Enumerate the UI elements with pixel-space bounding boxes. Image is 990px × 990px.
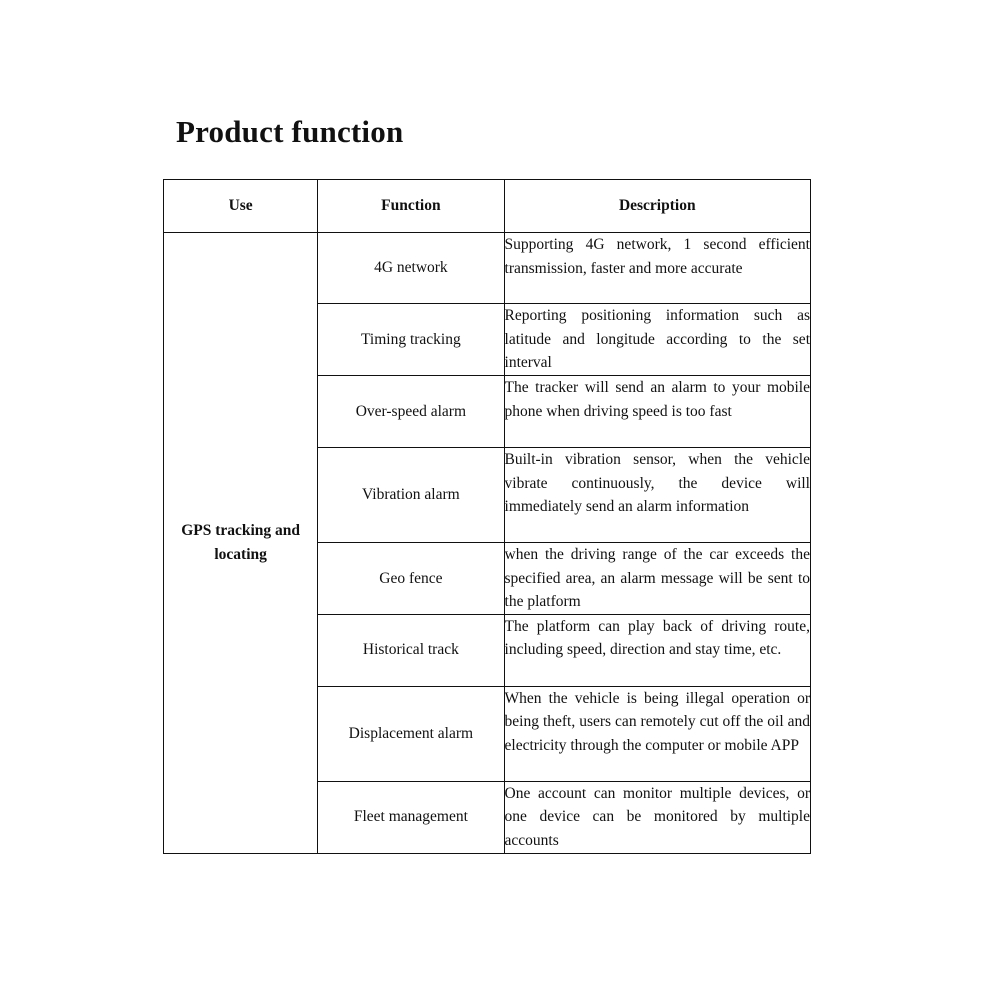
function-cell: Displacement alarm: [318, 686, 504, 781]
function-cell: Timing tracking: [318, 304, 504, 376]
function-cell: Historical track: [318, 614, 504, 686]
description-cell: when the driving range of the car exceeds the specified area, an alarm message will be sent to the platform: [504, 543, 810, 615]
header-function: Function: [318, 180, 504, 233]
description-cell: One account can monitor multiple devices, or one device can be monitored by multiple accounts: [504, 781, 810, 853]
header-use: Use: [164, 180, 318, 233]
description-cell: Reporting positioning information such as latitude and longitude according to the set interval: [504, 304, 810, 376]
description-cell: Built-in vibration sensor, when the vehicle vibrate continuously, the device will immediately send an alarm information: [504, 448, 810, 543]
function-cell: Vibration alarm: [318, 448, 504, 543]
use-cell: GPS tracking and locating: [164, 233, 318, 854]
header-description: Description: [504, 180, 810, 233]
description-cell: Supporting 4G network, 1 second efficient transmission, faster and more accurate: [504, 233, 810, 304]
function-cell: Fleet management: [318, 781, 504, 853]
description-cell: The tracker will send an alarm to your mobile phone when driving speed is too fast: [504, 376, 810, 448]
function-cell: Geo fence: [318, 543, 504, 615]
description-cell: The platform can play back of driving route, including speed, direction and stay time, etc.: [504, 614, 810, 686]
product-function-table: [163, 179, 811, 854]
function-cell: Over-speed alarm: [318, 376, 504, 448]
page-title: Product function: [176, 114, 404, 149]
function-cell: 4G network: [318, 233, 504, 304]
table-header-row: [164, 180, 811, 233]
description-cell: When the vehicle is being illegal operation or being theft, users can remotely cut off the oil and electricity through the computer or mobile APP: [504, 686, 810, 781]
table-row: [164, 233, 811, 304]
